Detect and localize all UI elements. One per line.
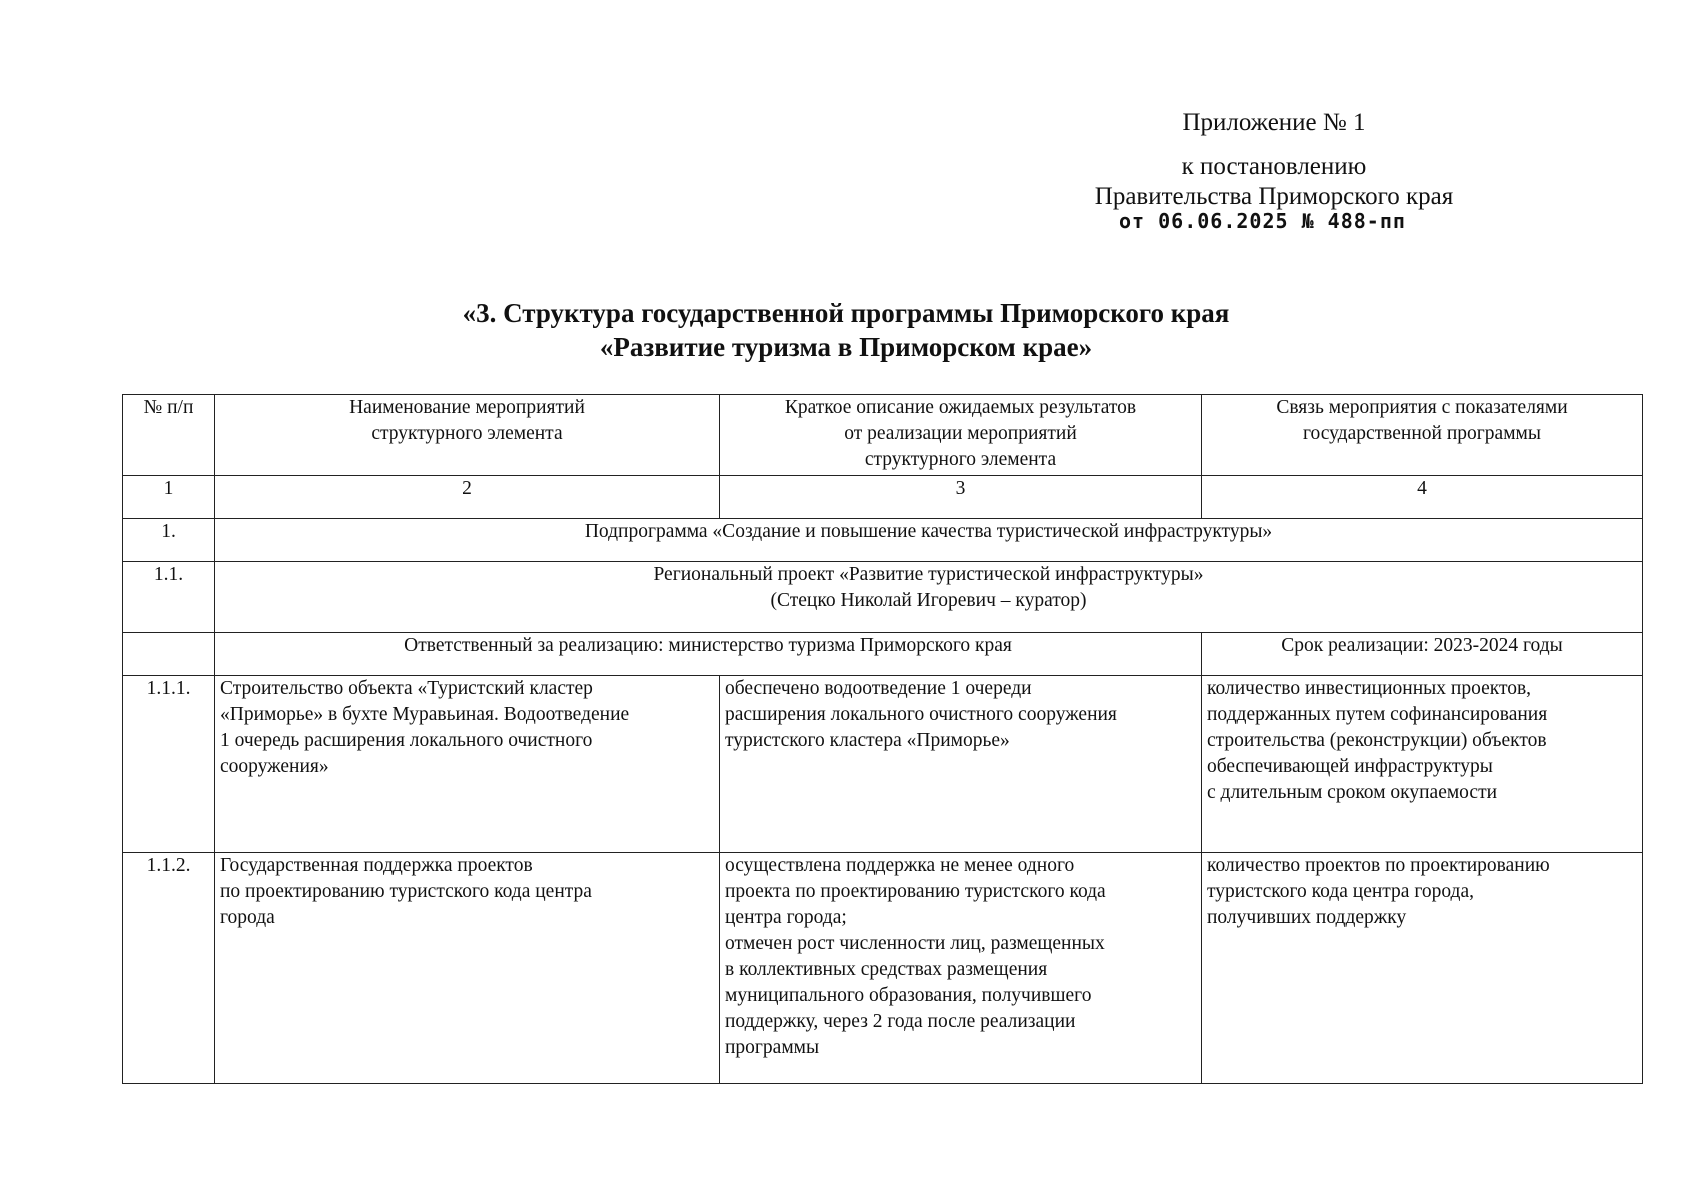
table-row (123, 676, 1643, 853)
table-row (123, 853, 1643, 1084)
responsible-row (123, 633, 1643, 676)
column-number: 2 (215, 476, 720, 519)
subprogram-row (123, 519, 1643, 562)
program-indicator: количество инвестиционных проектов, поддержанных путем софинансирования строительства (реконструкции) объектов обеспечивающей инфраструктуры с длительным сроком окупаемости (1202, 676, 1643, 853)
column-number: 3 (720, 476, 1202, 519)
heading-line-1: «3. Структура государственной программы Приморского края (462, 298, 1230, 328)
decree-stamp: от 06.06.2025 № 488-пп (1119, 209, 1406, 233)
implementation-term: Срок реализации: 2023-2024 годы (1202, 633, 1643, 676)
responsible-text: Ответственный за реализацию: министерство туризма Приморского края (215, 633, 1202, 676)
header-indicator: Связь мероприятия с показателями государственной программы (1202, 395, 1643, 476)
header-name: Наименование мероприятий структурного элемента (215, 395, 720, 476)
program-indicator: количество проектов по проектированию туристского кода центра города, получивших поддержку (1202, 853, 1643, 1084)
subprogram-number: 1. (123, 519, 215, 562)
expected-result: обеспечено водоотведение 1 очереди расширения локального очистного сооружения туристского кластера «Приморье» (720, 676, 1202, 853)
appendix-title: Приложение № 1 (1182, 109, 1366, 136)
subprogram-title: Подпрограмма «Создание и повышение качества туристической инфраструктуры» (215, 519, 1643, 562)
project-row (123, 562, 1643, 633)
column-number-row (123, 476, 1643, 519)
header-number: № п/п (123, 395, 215, 476)
column-number: 4 (1202, 476, 1643, 519)
structure-table (122, 394, 1643, 1084)
column-number: 1 (123, 476, 215, 519)
activity-name: Государственная поддержка проектов по проектированию туристского кода центра города (215, 853, 720, 1084)
table-header-row (123, 395, 1643, 476)
appendix-line-1: к постановлению (1181, 153, 1367, 180)
expected-result: осуществлена поддержка не менее одного проекта по проектированию туристского кода центра города; отмечен рост численности лиц, размещенных в коллективных средствах размещения муниципального образования, получившего поддержку, через 2 года после реализации программы (720, 853, 1202, 1084)
activity-name: Строительство объекта «Туристский кластер «Приморье» в бухте Муравьиная. Водоотведение 1 очередь расширения локального очистного сооружения» (215, 676, 720, 853)
responsible-empty-cell (123, 633, 215, 676)
project-title: Региональный проект «Развитие туристической инфраструктуры» (Стецко Николай Игоревич – куратор) (215, 562, 1643, 633)
project-number: 1.1. (123, 562, 215, 633)
appendix-line-2: Правительства Приморского края (1094, 183, 1454, 210)
appendix-block (1064, 108, 1484, 233)
row-number: 1.1.1. (123, 676, 215, 853)
row-number: 1.1.2. (123, 853, 215, 1084)
header-description: Краткое описание ожидаемых результатов от реализации мероприятий структурного элемента (720, 395, 1202, 476)
heading-line-2: «Развитие туризма в Приморском крае» (599, 332, 1093, 362)
document-heading (0, 296, 1692, 364)
